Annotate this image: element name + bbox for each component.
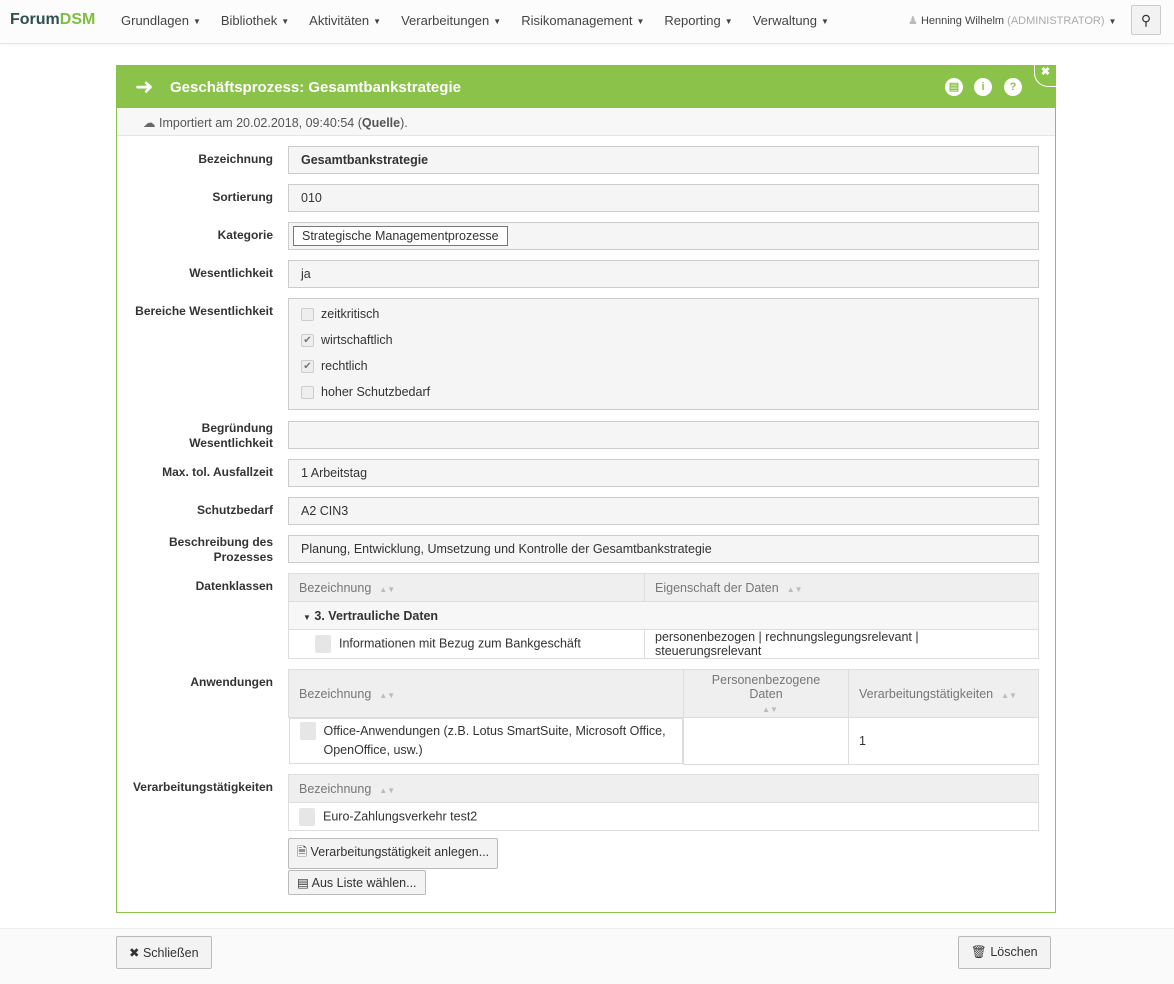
panel-title: Geschäftsprozess: Gesamtbankstrategie [170,79,461,96]
kategorie-tag: Strategische Managementprozesse [293,226,508,246]
close-icon: ✖ [129,946,140,960]
check-icon: ✔ [301,334,314,347]
bereiche-checkboxes [288,298,1039,410]
footer [0,928,1174,984]
document-icon [299,808,315,826]
column-header[interactable]: Bezeichnung ▲▼ [289,670,684,718]
info-icon[interactable]: i [974,78,992,96]
ausfallzeit-field[interactable]: 1 Arbeitstag [288,459,1039,487]
panel-header [117,66,1055,108]
column-header[interactable]: Personenbezogene Daten ▲▼ [684,670,849,718]
new-file-icon: 🗎 [297,845,308,859]
process-panel [116,65,1056,913]
sort-icon: ▲▼ [786,584,803,594]
label: Max. tol. Ausfallzeit [162,465,273,479]
menu-reporting[interactable]: Reporting ▼ [664,13,733,28]
table-row[interactable]: Informationen mit Bezug zum Bankgeschäft personenbezogen | rechnungslegungsrelevant | steuerungsrelevant [289,630,1039,659]
label: Schutzbedarf [196,503,273,517]
table-row[interactable]: Office-Anwendungen (z.B. Lotus SmartSuite, Microsoft Office, OpenOffice, usw.) 1 [289,718,1039,765]
navbar [0,0,1174,44]
label: Sortierung [212,190,273,204]
user-menu[interactable]: ♟ Henning Wilhelm (ADMINISTRATOR) ▼ [908,15,1117,27]
vt-table [288,774,1039,831]
application-icon [300,722,316,740]
search-button[interactable] [1131,5,1161,35]
checkbox-wirtschaftlich[interactable]: ✔ wirtschaftlich [301,327,1026,353]
trash-icon: 🗑 [971,945,987,959]
import-info: ☁ Importiert am 20.02.2018, 09:40:54 (Quelle). [117,108,1055,136]
menu-aktivitaeten[interactable]: Aktivitäten ▼ [309,13,382,28]
user-role: (ADMINISTRATOR) [1007,15,1105,27]
close-button[interactable]: ✖ Schließen [116,936,212,969]
label: Bereiche Wesentlichkeit [135,304,273,318]
menu-risikomanagement[interactable]: Risikomanagement ▼ [521,13,645,28]
logo[interactable] [10,11,95,29]
label: Kategorie [217,228,273,242]
column-header[interactable]: Verarbeitungstätigkeiten ▲▼ [849,670,1039,718]
begruendung-field[interactable] [288,421,1039,449]
bezeichnung-field[interactable]: Gesamtbankstrategie [288,146,1039,174]
sortierung-field[interactable]: 010 [288,184,1039,212]
menu-grundlagen[interactable]: Grundlagen ▼ [121,13,201,28]
user-icon: ♟ [908,15,918,27]
menu-verarbeitungen[interactable]: Verarbeitungen ▼ [401,13,502,28]
arrow-right-icon: ➜ [135,74,154,99]
beschreibung-field[interactable]: Planung, Entwicklung, Umsetzung und Kontrolle der Gesamtbankstrategie [288,535,1039,563]
select-from-list-button[interactable]: ▤ Aus Liste wählen... [288,870,426,895]
caret-down-icon: ▼ [303,612,311,622]
pdf-icon[interactable]: ▤ [945,78,963,96]
source-link[interactable]: Quelle [361,116,401,130]
anwendungen-table [288,669,1039,765]
checkbox-icon [301,308,314,321]
column-header[interactable]: Bezeichnung ▲▼ [289,574,645,602]
database-icon [315,635,331,653]
help-icon[interactable]: ? [1004,78,1022,96]
label: Wesentlichkeit [189,266,273,280]
schutzbedarf-field[interactable]: A2 CIN3 [288,497,1039,525]
wesentlichkeit-field[interactable]: ja [288,260,1039,288]
sort-icon: ▲▼ [379,584,396,594]
delete-button[interactable]: 🗑 Löschen [958,936,1051,969]
label: Verarbeitungstätigkeiten [132,780,273,794]
list-icon: ▤ [297,876,309,890]
add-vt-button[interactable]: 🗎 Verarbeitungstätigkeit anlegen... [288,838,498,869]
datenklassen-table [288,573,1039,659]
logo-accent: DSM [59,11,96,28]
table-row[interactable]: Euro-Zahlungsverkehr test2 [289,803,1039,831]
label: Bezeichnung [198,152,273,166]
label: Begründung Wesentlichkeit [189,421,273,450]
group-row[interactable]: ▼ 3. Vertrauliche Daten [289,602,1039,630]
logo-text: Forum [10,11,60,28]
checkbox-icon [301,386,314,399]
checkbox-zeitkritisch[interactable]: zeitkritisch [301,301,1026,327]
label: Anwendungen [190,675,273,689]
checkbox-hoher-schutzbedarf[interactable]: hoher Schutzbedarf [301,379,1026,405]
main-menu [121,13,829,28]
close-icon[interactable]: ✖ [1034,65,1056,87]
label: Beschreibung des Prozesses [168,535,273,564]
user-name: Henning Wilhelm [920,15,1005,27]
label: Datenklassen [195,579,273,593]
menu-bibliothek[interactable]: Bibliothek ▼ [220,13,290,28]
check-icon: ✔ [301,360,314,373]
kategorie-field[interactable] [288,222,1039,250]
column-header[interactable]: Bezeichnung ▲▼ [289,775,1039,803]
checkbox-rechtlich[interactable]: ✔ rechtlich [301,353,1026,379]
search-icon: ⚲ [1140,12,1152,28]
column-header[interactable]: Eigenschaft der Daten ▲▼ [645,574,1039,602]
menu-verwaltung[interactable]: Verwaltung ▼ [752,13,829,28]
cloud-download-icon: ☁ [143,116,156,130]
